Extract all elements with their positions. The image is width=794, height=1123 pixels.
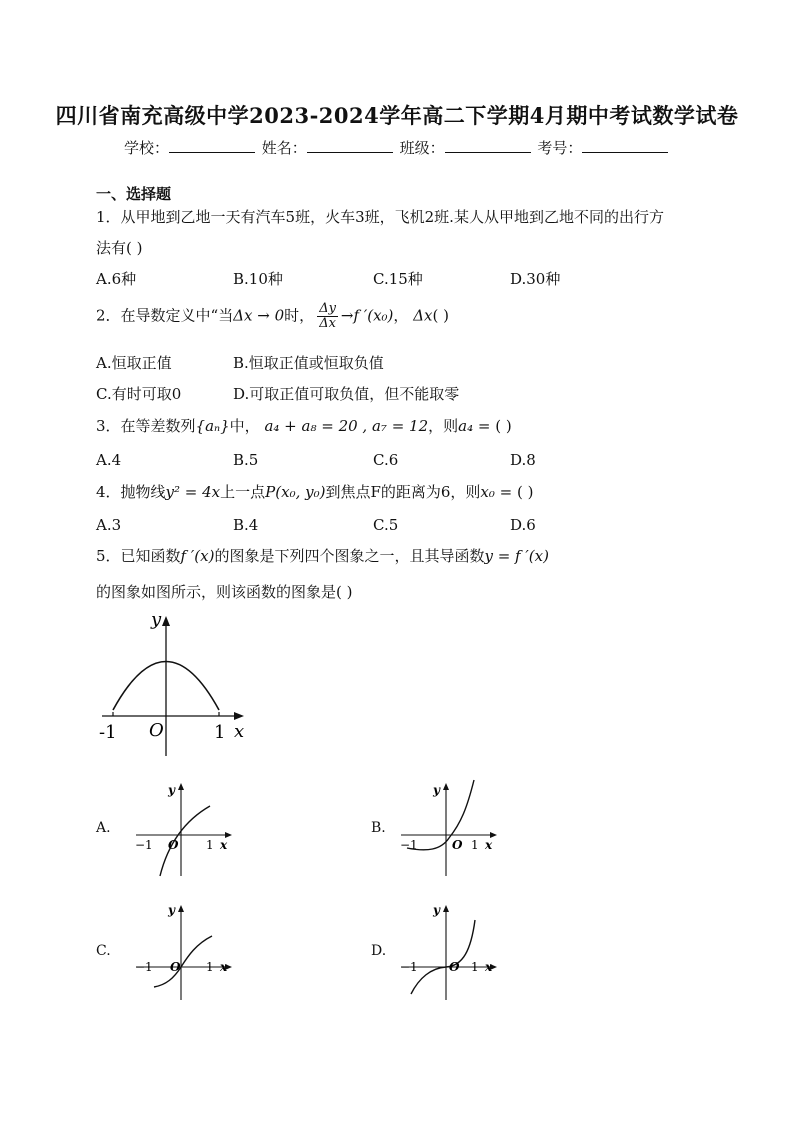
main-y-label: y [151,609,162,630]
q5-option-a-graph [132,778,237,878]
option-a-x-label: x [220,838,228,852]
q5-f: f ′(x) [180,547,215,565]
q5-option-c-graph [132,900,237,1002]
main-x-arrow [234,712,244,720]
option-d-x-label: x [485,960,493,974]
option-a-neg1-label: −1 [135,838,153,852]
option-a-y-label: y [168,783,175,797]
q3-stem [96,415,512,436]
q5-option-c-label: C. [96,943,111,959]
q1-line1: 1．从甲地到乙地一天有汽车5班，火车3班，飞机2班.某人从甲地到乙地不同的出行方 [96,208,664,226]
q5-pre: 5．已知函数 [96,547,181,565]
q3-condition: a₄ + a₈ = 20 , a₇ = 12 [264,417,429,435]
option-d-origin-label: O [449,960,460,974]
name-label: 姓名： [261,139,307,157]
q2-option-a: A.恒取正值 [96,354,172,372]
option-c-pos1-label: 1 [206,960,214,974]
q4-option-b: B.4 [233,516,259,534]
q1-option-d: D.30种 [510,270,561,288]
option-b-origin-label: O [452,838,463,852]
option-d-pos1-label: 1 [471,960,479,974]
q3-end: ( ) [495,417,512,435]
q2-limit: f ′(x₀) [353,306,394,325]
q3-tail: ，则 [428,417,459,435]
q5-line2: 的图象如图所示，则该函数的图象是( ) [96,583,353,601]
q4-ask: x₀ = [480,483,513,501]
main-x-label: x [234,721,245,742]
q1-line2: 法有( ) [96,239,143,257]
q2-mid: 时， [284,306,315,325]
q5-stem [96,545,549,566]
main-y-arrow [162,616,170,626]
number-blank[interactable] [582,138,668,153]
q5-option-b-label: B. [371,820,386,836]
q5-mid: 的图象是下列四个图象之一，且其导函数 [214,547,485,565]
q2-fraction [317,302,338,331]
q3-option-c: C.6 [373,451,399,469]
name-blank[interactable] [307,138,393,153]
q3-option-d: D.8 [510,451,536,469]
option-c-y-label: y [168,903,175,917]
q4-pre: 4．抛物线 [96,483,166,501]
q1-option-b: B.10种 [233,270,283,288]
option-a-pos1-label: 1 [206,838,214,852]
q3-option-a: A.4 [96,451,122,469]
section-heading: 一、选择题 [96,185,172,203]
q4-mid: 上一点 [220,483,266,501]
option-c-x-label: x [220,960,228,974]
q2-option-b: B.恒取正值或恒取负值 [233,354,384,372]
option-b-neg1-label: −1 [400,838,418,852]
q1-option-c: C.15种 [373,270,423,288]
option-b-y-label: y [433,783,440,797]
q2-option-c: C.有时可取0 [96,385,182,403]
main-pos1-label: 1 [214,722,226,743]
q5-option-d-graph [397,900,502,1002]
option-d-neg1-label: −1 [400,960,418,974]
q2-frac-num: Δy [319,301,336,316]
q5-option-b-graph [397,778,502,878]
q5-option-a-label: A. [96,820,111,836]
option-c-curve [154,936,212,987]
main-origin-label: O [149,720,164,741]
q4-end: ( ) [517,483,534,501]
q2-tail: ， [393,306,409,325]
q4-tail: 到焦点F的距离为6，则 [325,483,481,501]
q1-option-a: A.6种 [96,270,137,288]
q2-frac-den: Δx [319,316,336,331]
main-neg1-label: -1 [99,722,117,743]
option-b-x-label: x [485,838,493,852]
q2-arrow: → [340,306,354,325]
school-label: 学校： [124,139,170,157]
q3-sequence: {aₙ} [195,417,230,435]
q4-point: P(x₀, y₀) [265,483,326,501]
option-c-neg1-label: −1 [135,960,153,974]
q5-option-d-label: D. [371,943,387,959]
q2-end: ( ) [432,306,449,325]
class-label: 班级： [399,139,445,157]
page-title: 四川省南充高级中学2023-2024学年高二下学期4月期中考试数学试卷 [55,103,739,128]
q5-yf: y = f ′(x) [484,547,549,565]
q4-option-c: C.5 [373,516,399,534]
q2-dx: Δx [413,306,433,325]
option-c-origin-label: O [170,960,181,974]
q3-mid: 中， [229,417,260,435]
q4-equation: y² = 4x [165,483,221,501]
q3-ask: a₄ = [458,417,491,435]
option-d-curve [411,920,475,994]
q2-condition: Δx → 0 [233,306,285,325]
student-info-line [124,137,670,158]
option-b-pos1-label: 1 [471,838,479,852]
q5-main-graph [94,608,254,760]
q2-option-d: D.可取正值可取负值，但不能取零 [233,385,460,403]
q3-pre: 3．在等差数列 [96,417,196,435]
class-blank[interactable] [445,138,531,153]
option-d-y-label: y [433,903,440,917]
option-a-origin-label: O [168,838,179,852]
q4-stem [96,481,534,502]
q4-option-a: A.3 [96,516,122,534]
q2-pre: 2．在导数定义中“当 [96,306,234,325]
school-blank[interactable] [169,138,255,153]
q4-option-d: D.6 [510,516,536,534]
q3-option-b: B.5 [233,451,259,469]
number-label: 考号： [537,139,583,157]
q2-stem [96,302,449,331]
